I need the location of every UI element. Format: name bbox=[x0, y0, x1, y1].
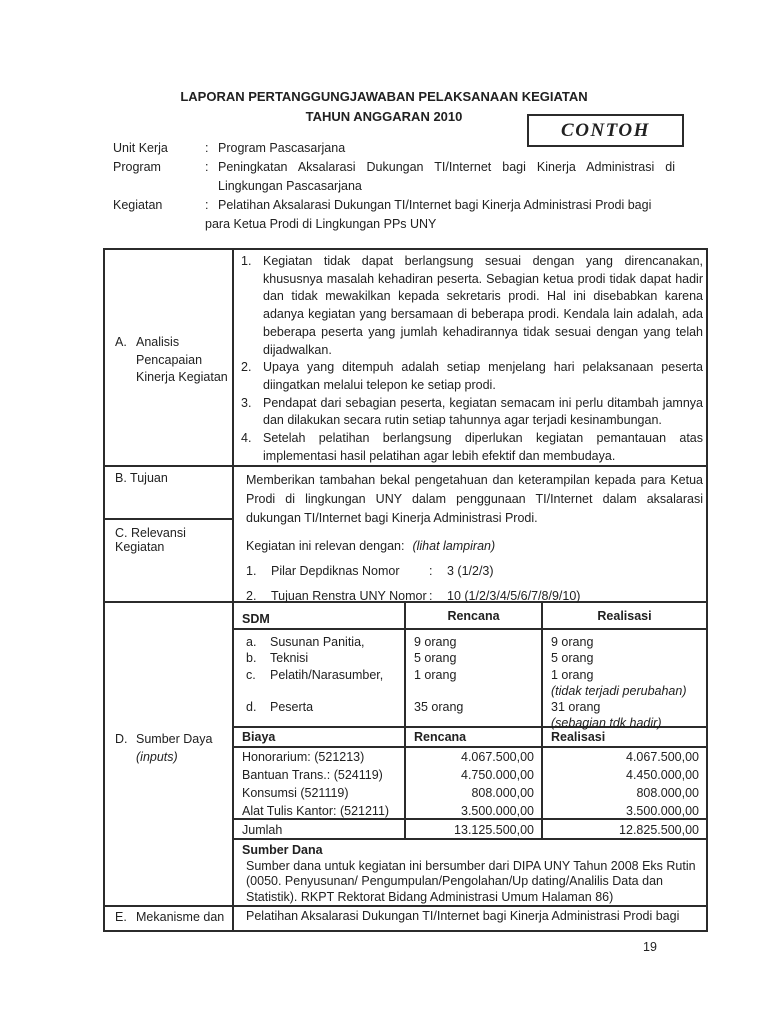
row-d-label-cell bbox=[105, 603, 234, 905]
meta-unit-kerja-value: Program Pascasarjana bbox=[218, 141, 346, 155]
contoh-stamp-text: CONTOH bbox=[561, 119, 650, 141]
biaya-row-name: Honorarium: (521213) bbox=[242, 749, 365, 764]
biaya-header-col3: Realisasi bbox=[551, 729, 606, 744]
biaya-plan-value: 4.067.500,00 bbox=[461, 749, 534, 764]
biaya-table-body bbox=[234, 748, 706, 820]
biaya-actual-column bbox=[543, 748, 706, 818]
sdm-actual-value: 31 orang bbox=[551, 700, 601, 715]
row-e-letter: E. bbox=[115, 910, 127, 924]
sumber-daya-content bbox=[234, 603, 706, 905]
tujuan-relevansi-content bbox=[234, 467, 706, 601]
analisis-item: 2. Upaya yang ditempuh adalah setiap menjelang hari pelaksanaan peserta diingatkan melalui telepon ke setiap prodi. bbox=[241, 360, 703, 392]
sdm-actual-note: (sebagian tdk hadir) bbox=[551, 716, 662, 731]
meta-kegiatan-label: Kegiatan bbox=[113, 198, 163, 212]
row-tujuan-relevansi bbox=[105, 467, 706, 603]
row-analisis bbox=[105, 250, 706, 467]
sdm-row-name: d. Peserta bbox=[246, 700, 314, 715]
relevansi-item: 2. Tujuan Renstra UNY Nomor : 10 (1/2/3/4/5/6/7/8/9/10) bbox=[246, 589, 581, 603]
analisis-item: 1. Kegiatan tidak dapat berlangsung sesuai dengan yang direncanakan, khususnya masalah kehadiran peserta. Sebagian ketua prodi tidak dapat hadir dan tidak mewakilkan kepada sekretaris prodi. Hal ini disebabkan karena adanya kegiatan yang bersamaan di beberapa prodi. Kendala lain adalah, ada beberapa peserta yang jumlah kehadirannya tidak sesuai dengan yang telah dijadwalkan. bbox=[241, 254, 703, 357]
jumlah-label: Jumlah bbox=[234, 820, 406, 838]
sdm-actual-value: 1 orang bbox=[551, 667, 594, 682]
sdm-header-col2: Rencana bbox=[406, 603, 543, 628]
row-analisis-content bbox=[234, 250, 706, 465]
meta-kegiatan-value: Pelatihan Aksalarasi Dukungan TI/Internet bagi Kinerja Administrasi Prodi bagi bbox=[218, 198, 652, 212]
jumlah-row bbox=[234, 820, 706, 840]
biaya-actual-value: 808.000,00 bbox=[636, 785, 699, 800]
relevansi-item: 1. Pilar Depdiknas Nomor : 3 (1/2/3) bbox=[246, 564, 494, 578]
sdm-actual-value: 9 orang bbox=[551, 634, 594, 649]
sdm-header-row bbox=[234, 603, 706, 630]
sdm-actual-column bbox=[543, 630, 706, 731]
sdm-name-column bbox=[234, 630, 406, 726]
sdm-row-name: a. Susunan Panitia, bbox=[246, 634, 365, 649]
biaya-name-column bbox=[234, 748, 406, 818]
jumlah-actual-total: 12.825.500,00 bbox=[619, 822, 699, 837]
sdm-row-name: b. Teknisi bbox=[246, 651, 309, 666]
row-analisis-label-cell bbox=[105, 250, 234, 465]
document-meta bbox=[113, 139, 675, 234]
row-d-label-note: (inputs) bbox=[136, 749, 178, 764]
row-b-label: B. Tujuan bbox=[105, 467, 232, 520]
biaya-header-row bbox=[234, 728, 706, 748]
analisis-item: 3. Pendapat dari sebagian peserta, kegiatan semacam ini perlu ditambah jamnya dan dilakukan secara rutin setiap tahunnya agar terjadi kesinambungan. bbox=[241, 395, 703, 428]
title-line-2: TAHUN ANGGARAN 2010 bbox=[305, 109, 463, 124]
meta-unit-kerja-label: Unit Kerja bbox=[113, 141, 168, 155]
jumlah-plan-total: 13.125.500,00 bbox=[406, 820, 543, 838]
biaya-header-col1: Biaya bbox=[234, 728, 406, 746]
biaya-row-name: Bantuan Trans.: (524119) bbox=[242, 767, 383, 782]
sumber-dana-heading: Sumber Dana bbox=[242, 843, 323, 857]
tujuan-text: Memberikan tambahan bekal pengetahuan dan keterampilan kepada para Ketua Prodi di lingkungan UNY dalam penggunaan TI/Internet dalam aksalarasi dukungan TI/Internet bagi Kinerja Administrasi Prodi. bbox=[246, 473, 703, 525]
meta-program-label: Program bbox=[113, 160, 161, 174]
row-e-label: Mekanisme dan bbox=[136, 910, 225, 924]
report-table bbox=[103, 248, 708, 932]
sdm-actual-value: 5 orang bbox=[551, 651, 594, 666]
sdm-table-body bbox=[234, 630, 706, 731]
page-number: 19 bbox=[643, 940, 657, 954]
sdm-actual-note: (tidak terjadi perubahan) bbox=[551, 683, 687, 698]
sdm-row-name: c. Pelatih/Narasumber, bbox=[246, 667, 384, 682]
tujuan-relevansi-label-cells bbox=[105, 467, 234, 601]
sdm-header-col1: SDM bbox=[234, 603, 406, 628]
meta-unit-kerja bbox=[113, 139, 675, 158]
row-a-letter: A. bbox=[115, 335, 127, 349]
meta-colon: : bbox=[205, 141, 209, 155]
sumber-dana-text: Sumber dana untuk kegiatan ini bersumber dari DIPA UNY Tahun 2008 Eks Rutin (0050. Penyusunan/ Pengumpulan/Pengolahan/Up dating/Analilis Data dan Statistik). RKPT Rektorat Bidang Administrasi Umum Halaman 86) bbox=[246, 858, 696, 904]
analisis-item: 4. Setelah pelatihan berlangsung diperlukan kegiatan pemantauan atas implementasi hasil pelatihan agar lebih efektif dan membudaya. bbox=[241, 431, 703, 463]
sdm-row-name bbox=[234, 683, 404, 699]
biaya-row-name: Alat Tulis Kantor: (521211) bbox=[242, 803, 390, 818]
biaya-actual-value: 4.067.500,00 bbox=[626, 749, 699, 764]
biaya-plan-value: 808.000,00 bbox=[471, 785, 534, 800]
biaya-row-name: Konsumsi (521119) bbox=[242, 785, 349, 800]
biaya-actual-value: 3.500.000,00 bbox=[626, 803, 699, 818]
meta-colon: : bbox=[205, 198, 209, 212]
meta-colon: : bbox=[205, 160, 209, 174]
biaya-plan-column bbox=[406, 748, 543, 818]
biaya-plan-value: 3.500.000,00 bbox=[461, 803, 534, 818]
title-line-1: LAPORAN PERTANGGUNGJAWABAN PELAKSANAAN KEGIATAN bbox=[180, 89, 588, 104]
sdm-plan-value: 9 orang bbox=[414, 634, 457, 649]
sdm-plan-value: 1 orang bbox=[414, 667, 457, 682]
meta-program bbox=[113, 158, 675, 196]
sumber-dana-section bbox=[234, 840, 706, 905]
biaya-actual-value: 4.450.000,00 bbox=[626, 767, 699, 782]
relevansi-intro-note: (lihat lampiran) bbox=[412, 539, 496, 553]
mekanisme-content: Pelatihan Aksalarasi Dukungan TI/Internet bagi Kinerja Administrasi Prodi bagi bbox=[246, 909, 680, 923]
row-e-label-cell bbox=[105, 907, 234, 930]
sdm-header-col3: Realisasi bbox=[597, 609, 652, 623]
meta-kegiatan bbox=[113, 196, 675, 215]
row-mekanisme bbox=[105, 907, 706, 930]
sdm-plan-value: 5 orang bbox=[414, 651, 457, 666]
row-d-letter: D. bbox=[115, 732, 128, 746]
meta-kegiatan-value-line2: para Ketua Prodi di Lingkungan PPs UNY bbox=[205, 217, 437, 231]
biaya-header-col2: Rencana bbox=[406, 728, 543, 746]
relevansi-intro: Kegiatan ini relevan dengan: (lihat lampiran) bbox=[246, 539, 496, 553]
meta-program-value: Peningkatan Aksalarasi Dukungan TI/Internet bagi Kinerja Administrasi di Lingkungan Pascasarjana bbox=[218, 160, 675, 193]
row-c-label: C. Relevansi Kegiatan bbox=[115, 526, 186, 554]
sdm-plan-value: 35 orang bbox=[414, 700, 464, 715]
sdm-plan-column bbox=[406, 630, 543, 726]
sdm-plan-value bbox=[406, 683, 541, 699]
row-sumber-daya bbox=[105, 603, 706, 907]
row-d-label: Sumber Daya bbox=[136, 732, 213, 746]
row-a-label: Analisis Pencapaian Kinerja Kegiatan bbox=[136, 335, 228, 384]
biaya-plan-value: 4.750.000,00 bbox=[461, 767, 534, 782]
